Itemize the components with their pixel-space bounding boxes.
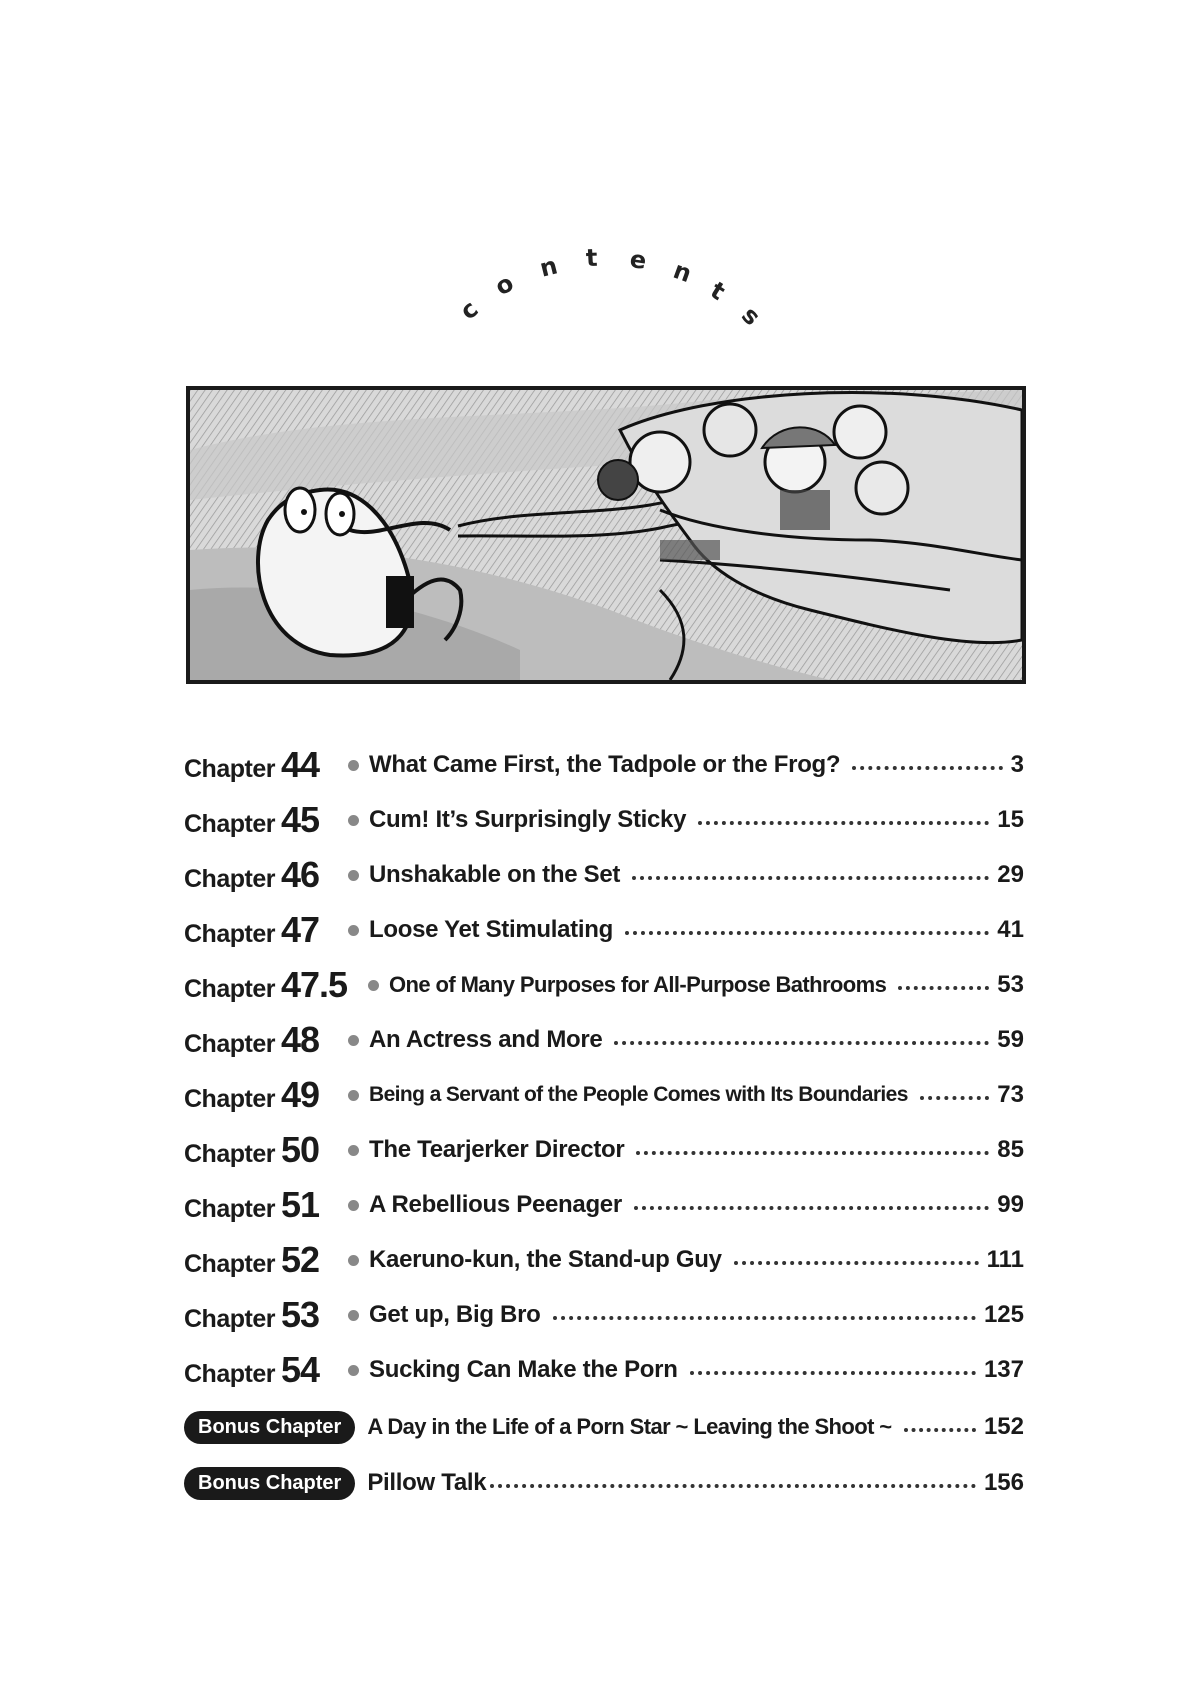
bullet-icon xyxy=(348,815,359,826)
page-number: 29 xyxy=(997,861,1024,888)
page-number: 85 xyxy=(997,1136,1024,1163)
chapter-title: Cum! It’s Surprisingly Sticky xyxy=(369,806,687,833)
chapter-label: Chapter xyxy=(184,1085,275,1113)
bullet-icon xyxy=(348,1145,359,1156)
dot-leader xyxy=(920,1096,990,1100)
toc-row[interactable] xyxy=(184,905,1024,955)
page-number: 41 xyxy=(997,916,1024,943)
chapter-number: 46 xyxy=(280,854,320,895)
dot-leader xyxy=(625,931,989,935)
chapter-number: 47 xyxy=(280,909,320,950)
dot-leader xyxy=(553,1316,976,1320)
dot-leader xyxy=(904,1428,976,1432)
bullet-icon xyxy=(348,1365,359,1376)
bonus-chapter-badge: Bonus Chapter xyxy=(184,1411,355,1444)
chapter-number: 44 xyxy=(280,744,320,785)
chapter-number: 51 xyxy=(280,1184,320,1225)
toc-row[interactable] xyxy=(184,1125,1024,1175)
chapter-number: 48 xyxy=(280,1019,320,1060)
chapter-number: 52 xyxy=(280,1239,320,1280)
bullet-icon xyxy=(348,925,359,936)
chapter-label: Chapter xyxy=(184,1250,275,1278)
heading-letter: t xyxy=(585,243,599,273)
bullet-icon xyxy=(348,1310,359,1321)
chapter-title: A Rebellious Peenager xyxy=(369,1191,622,1218)
heading-letter: s xyxy=(736,301,767,331)
dot-leader xyxy=(852,766,1002,770)
chapter-number: 50 xyxy=(280,1129,320,1170)
page-number: 15 xyxy=(997,806,1024,833)
page-number: 152 xyxy=(983,1413,1024,1440)
chapter-title: Unshakable on the Set xyxy=(369,861,621,888)
page-number: 59 xyxy=(997,1026,1024,1053)
chapter-title: An Actress and More xyxy=(369,1026,603,1053)
chapter-title: Kaeruno-kun, the Stand-up Guy xyxy=(369,1246,722,1273)
chapter-label: Chapter xyxy=(184,1030,275,1058)
bullet-icon xyxy=(348,1255,359,1266)
chapter-title: What Came First, the Tadpole or the Frog? xyxy=(369,751,841,778)
bonus-row[interactable] xyxy=(184,1402,1024,1452)
chapter-number: 53 xyxy=(280,1294,320,1335)
page-number: 73 xyxy=(997,1081,1024,1108)
toc-row[interactable] xyxy=(184,795,1024,845)
heading-letter: o xyxy=(490,268,519,302)
chapter-number: 54 xyxy=(280,1349,320,1390)
chapter-title: One of Many Purposes for All-Purpose Bathrooms xyxy=(389,972,887,997)
chapter-label: Chapter xyxy=(184,865,275,893)
toc-row[interactable] xyxy=(184,1015,1024,1065)
chapter-title: Loose Yet Stimulating xyxy=(369,916,613,943)
toc-row[interactable] xyxy=(184,1290,1024,1340)
chapter-title: A Day in the Life of a Porn Star ~ Leaving the Shoot ~ xyxy=(367,1414,892,1439)
page-number: 3 xyxy=(1010,751,1024,778)
dot-leader xyxy=(636,1151,989,1155)
page-number: 125 xyxy=(983,1301,1024,1328)
heading-letter: n xyxy=(669,255,696,289)
chapter-label: Chapter xyxy=(184,1140,275,1168)
chapter-label: Chapter xyxy=(184,1360,275,1388)
chapter-title: Being a Servant of the People Comes with Its Boundaries xyxy=(369,1083,908,1106)
dot-leader xyxy=(634,1206,989,1210)
page-number: 111 xyxy=(986,1246,1024,1273)
toc-row[interactable] xyxy=(184,1070,1024,1120)
chapter-title: Pillow Talk xyxy=(367,1469,487,1496)
chapter-title: Get up, Big Bro xyxy=(369,1301,541,1328)
illustration-panel xyxy=(186,386,1026,684)
heading-letter: c xyxy=(454,294,484,326)
dot-leader xyxy=(698,821,989,825)
chapter-label: Chapter xyxy=(184,1305,275,1333)
contents-heading xyxy=(0,0,1200,340)
chapter-label: Chapter xyxy=(184,810,275,838)
bullet-icon xyxy=(348,1035,359,1046)
dot-leader xyxy=(898,986,989,990)
toc-row[interactable] xyxy=(184,1235,1024,1285)
page-number: 156 xyxy=(983,1469,1024,1496)
page-number: 53 xyxy=(997,971,1024,998)
chapter-number: 47.5 xyxy=(280,964,348,1005)
dot-leader xyxy=(490,1484,976,1488)
bonus-row[interactable] xyxy=(184,1458,1024,1508)
toc-row[interactable] xyxy=(184,960,1024,1010)
heading-letter: e xyxy=(628,245,649,275)
chapter-number: 45 xyxy=(280,799,320,840)
heading-letter: n xyxy=(536,251,561,283)
chapter-title: The Tearjerker Director xyxy=(369,1136,625,1163)
bullet-icon xyxy=(348,870,359,881)
chapter-title: Sucking Can Make the Porn xyxy=(369,1356,678,1383)
toc-row[interactable] xyxy=(184,1345,1024,1395)
page-number: 137 xyxy=(983,1356,1024,1383)
chapter-label: Chapter xyxy=(184,975,275,1003)
dot-leader xyxy=(690,1371,976,1375)
toc-row[interactable] xyxy=(184,850,1024,900)
dot-leader xyxy=(614,1041,989,1045)
bonus-chapter-badge: Bonus Chapter xyxy=(184,1467,355,1500)
chapter-label: Chapter xyxy=(184,755,275,783)
chapter-label: Chapter xyxy=(184,920,275,948)
chapter-number: 49 xyxy=(280,1074,320,1115)
dot-leader xyxy=(632,876,989,880)
dot-leader xyxy=(734,1261,979,1265)
bullet-icon xyxy=(348,1200,359,1211)
toc-row[interactable] xyxy=(184,1180,1024,1230)
bullet-icon xyxy=(348,1090,359,1101)
bullet-icon xyxy=(348,760,359,771)
chapter-label: Chapter xyxy=(184,1195,275,1223)
toc-row[interactable] xyxy=(184,740,1024,790)
bullet-icon xyxy=(368,980,379,991)
heading-letter: t xyxy=(705,276,731,306)
page-number: 99 xyxy=(997,1191,1024,1218)
